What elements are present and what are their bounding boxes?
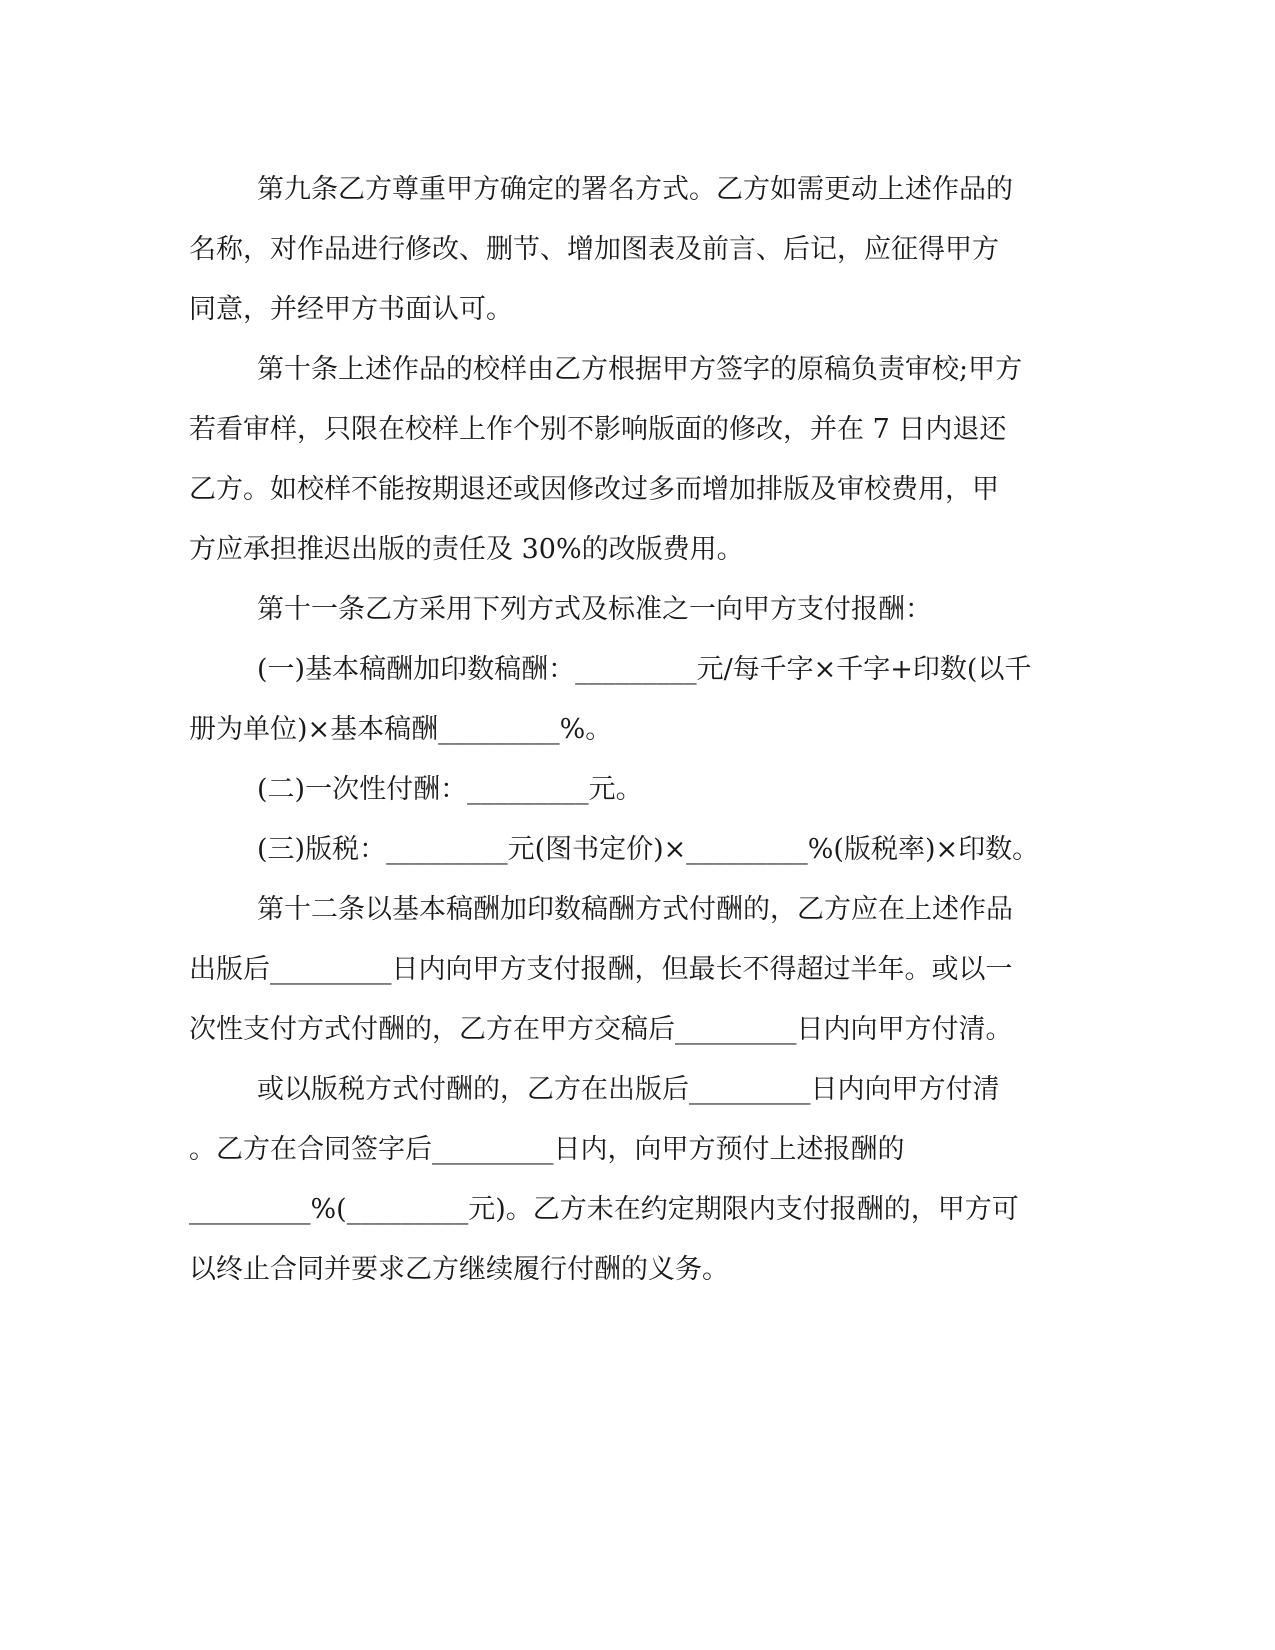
document-text-line: 方应承担推迟出版的责任及 30%的改版费用。 — [189, 534, 744, 565]
document-text-line: 第十一条乙方采用下列方式及标准之一向甲方支付报酬： — [257, 594, 932, 625]
document-text-line: 名称，对作品进行修改、删节、增加图表及前言、后记，应征得甲方 — [189, 234, 999, 265]
document-text-line: _________%(_________元)。乙方未在约定期限内支付报酬的，甲方可 — [189, 1194, 1019, 1225]
document-text-line: 。乙方在合同签字后_________日内，向甲方预付上述报酬的 — [189, 1134, 905, 1165]
document-text-line: 若看审样，只限在校样上作个别不影响版面的修改，并在 7 日内退还 — [189, 414, 1007, 445]
document-text-line: 第十二条以基本稿酬加印数稿酬方式付酬的，乙方应在上述作品 — [257, 894, 1013, 925]
document-text-line: 次性支付方式付酬的，乙方在甲方交稿后_________日内向甲方付清。 — [189, 1014, 1013, 1045]
document-text-line: 出版后_________日内向甲方支付报酬，但最长不得超过半年。或以一 — [189, 954, 1013, 985]
document-text-line: (二)一次性付酬：_________元。 — [257, 774, 643, 805]
document-text-line: (一)基本稿酬加印数稿酬：_________元/每千字×千字+印数(以千 — [257, 654, 1032, 685]
document-body — [189, 160, 1089, 1300]
document-text-line: 第九条乙方尊重甲方确定的署名方式。乙方如需更动上述作品的 — [257, 174, 1013, 205]
document-text-line: 同意，并经甲方书面认可。 — [189, 294, 513, 325]
document-text-line: 以终止合同并要求乙方继续履行付酬的义务。 — [189, 1254, 729, 1285]
document-text-line: 乙方。如校样不能按期退还或因修改过多而增加排版及审校费用，甲 — [189, 474, 999, 505]
document-text-line: (三)版税：_________元(图书定价)×_________%(版税率)×印数。 — [257, 834, 1040, 865]
document-text-line: 册为单位)×基本稿酬_________%。 — [189, 714, 613, 745]
document-text-line: 或以版税方式付酬的，乙方在出版后_________日内向甲方付清 — [257, 1074, 1000, 1105]
document-text-line: 第十条上述作品的校样由乙方根据甲方签字的原稿负责审校;甲方 — [257, 354, 1023, 385]
